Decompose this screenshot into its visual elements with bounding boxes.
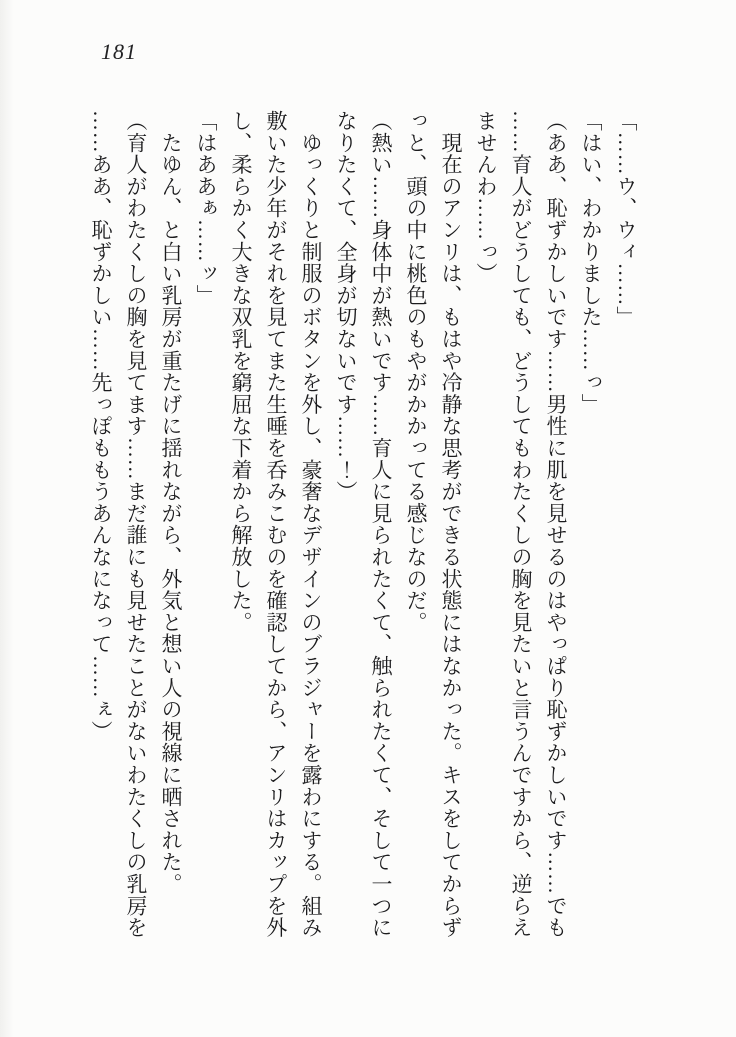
text-line: （熱い……身体中が熱いです……育人に見られたくて、触られたくて、そして一つに <box>369 110 393 939</box>
text-line: 「はい、わかりました……っ」 <box>579 110 603 416</box>
text-line: 「……ウ、ウィ……」 <box>614 110 638 328</box>
text-line: ゆっくりと制服のボタンを外し、豪奢なデザインのブラジャーを露わにする。組み <box>299 110 323 939</box>
text-line: たゆん、と白い乳房が重たげに揺れながら、外気と想い人の視線に晒された。 <box>159 110 183 895</box>
text-line: っと、頭の中に桃色のもやがかかってる感じなのだ。 <box>404 110 428 634</box>
text-line: ……ああ、恥ずかしい……先っぽももうあんなになって……ぇ） <box>89 110 113 743</box>
text-line: ませんわ……っ） <box>474 110 498 285</box>
text-line: し、柔らかく大きな双乳を窮屈な下着から解放した。 <box>229 110 253 634</box>
text-line: 「はああぁ……ッ」 <box>194 110 218 307</box>
text-line: 敷いた少年がそれを見てまた生唾を呑みこむのを確認してから、アンリはカップを外 <box>264 110 288 939</box>
text-line: ……育人がどうしても、どうしてもわたくしの胸を見たいと言うんですから、逆らえ <box>509 110 533 939</box>
vertical-text-block <box>82 110 643 958</box>
scan-edge-shadow <box>0 0 14 1037</box>
text-line: 現在のアンリは、もはや冷静な思考ができる状態にはなかった。キスをしてからず <box>439 110 463 939</box>
page-number: 181 <box>101 39 137 64</box>
text-line: （育人がわたくしの胸を見てます……まだ誰にも見せたことがないわたくしの乳房を <box>124 110 148 939</box>
text-line: なりたくて、全身が切ないです……！） <box>334 110 358 503</box>
text-line: （ああ、恥ずかしいです……男性に肌を見せるのはやっぱり恥ずかしいです……でも <box>544 110 568 939</box>
